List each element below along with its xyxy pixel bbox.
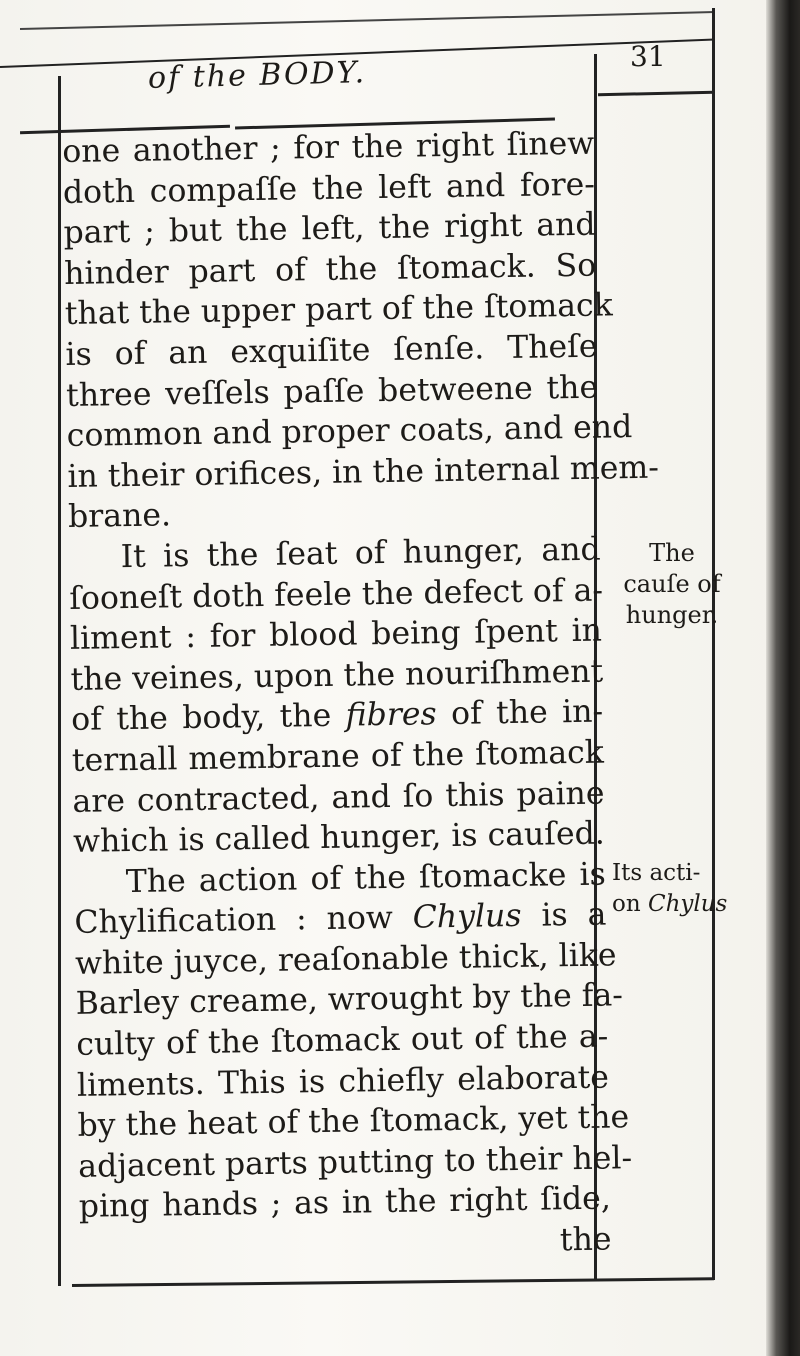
text-line: Chylification : now Chylus is a — [74, 896, 607, 942]
italic-term-chylus: Chylus — [412, 898, 522, 936]
catchword: the — [559, 1221, 612, 1259]
text-line: the veines, upon the nouriſhment — [70, 653, 604, 698]
text-line: are contracted, and ſo this paine — [72, 775, 605, 820]
text-line: that the upper part of the ſtomack — [64, 287, 613, 333]
page-edge-rule — [20, 11, 715, 30]
text-line: ping hands ; as in the right ſide, — [78, 1180, 612, 1226]
text-line: hinder part of the ſtomack. So — [63, 247, 597, 292]
text-line: three veſſels paſſe betweene the — [65, 369, 599, 414]
italic-term-fibres: fibres — [345, 696, 437, 734]
text-line: It is the ſeat of hunger, and — [120, 531, 601, 576]
footer-rule — [72, 1277, 714, 1287]
text-line: culty of the ſtomack out of the a- — [76, 1018, 609, 1063]
text-line: liments. This is chiefly elaborate — [76, 1059, 610, 1104]
margin-header-underline — [598, 91, 714, 96]
text-line: doth compaſſe the left and fore- — [62, 166, 596, 211]
text-line: liment : for blood being ſpent in — [69, 612, 603, 658]
running-head: of the BODY. — [147, 55, 367, 96]
text-line: ternall membrane of the ſtomack — [71, 734, 605, 779]
text-line: The action of the ſtomacke is — [125, 856, 607, 900]
book-binding-edge — [766, 0, 800, 1356]
body-text — [62, 124, 660, 1269]
text-line: brane. — [67, 497, 172, 536]
text-line: Barley creame, wrought by the fa- — [75, 977, 624, 1023]
text-line: common and proper coats, and end — [66, 409, 633, 455]
text-line: in their orifices, in the internal mem- — [67, 449, 660, 495]
text-line: part ; but the left, the right and — [63, 206, 596, 252]
text-line: by the heat of the ſtomack, yet the — [77, 1099, 630, 1145]
text-line: of the body, the fibres of the in- — [70, 693, 604, 739]
text-line: is of an exquiſite ſenſe. Theſe — [65, 328, 598, 373]
margin-note-hunger: The cauſe of hunger. — [623, 539, 721, 629]
left-frame-rule — [58, 76, 61, 1286]
text-line: one another ; for the right ſinew — [62, 125, 595, 170]
text-line: white juyce, reaſonable thick, like — [74, 937, 617, 982]
text-line: adjacent parts putting to their hel- — [77, 1140, 633, 1185]
text-line: which is called hunger, is cauſed. — [72, 815, 606, 861]
right-frame-rule — [712, 8, 715, 1280]
text-line: ſooneſt doth feele the defect of a- — [69, 572, 604, 617]
page-number: 31 — [630, 40, 666, 73]
margin-note-action: Its acti- on Chylus — [612, 860, 728, 917]
